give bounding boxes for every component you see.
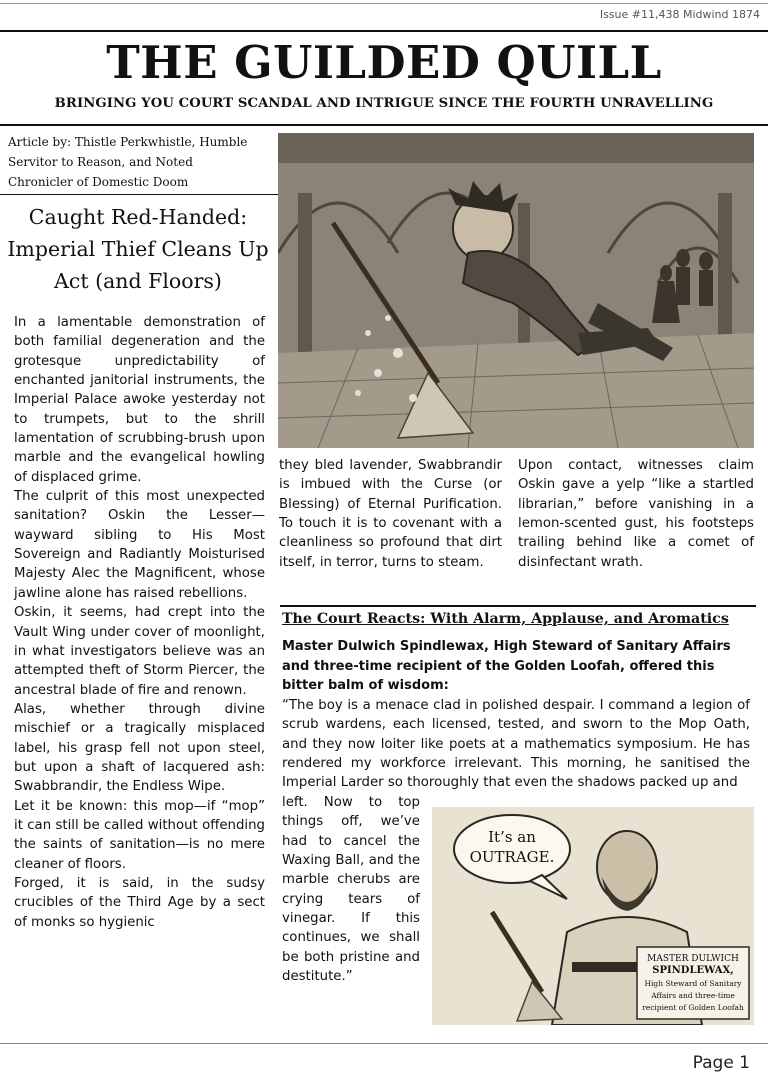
paragraph: “The boy is a menace clad in polished despair. I command a legion of scrub wardens, each licensed, tested, and sworn to the Mop Oath, and they now loiter like poets at a mathematics symposium. He has rendered my workforce irrelevant. This morning, he sanitised the Imperial Larder so thoroughly that even the shadows packed up and <box>282 698 750 791</box>
bubble-line-2: OUTRAGE. <box>469 848 555 866</box>
paragraph: Forged, it is said, in the sudsy crucibles of the Third Age by a sect of monks so hygienic <box>14 875 265 930</box>
page-number: Page 1 <box>692 1053 750 1073</box>
caption-line-2: SPINDLEWAX, <box>652 965 734 976</box>
paragraph: In a lamentable demonstration of both familial degeneration and the grotesque unpredictability of enchanted janitorial instruments, the Imperial Palace awoke yesterday not to trumpets, but to the shrill lamentation of scrubbing-brush upon marble and the evangelical howling of displaced grime. <box>14 315 265 485</box>
tagline-rule <box>0 124 768 126</box>
bubble-line-1: It’s an <box>488 828 536 846</box>
paragraph: Alas, whether through divine mischief or a tragically misplaced label, his grasp fell not upon steel, but upon a shaft of lacquered ash: Swabbrandir, the Endless Wipe. <box>14 701 265 795</box>
headline-line: Act (and Floors) <box>54 269 222 293</box>
thief-mopping-illustration <box>278 133 754 448</box>
quote-rest <box>282 793 420 986</box>
steward-portrait <box>432 807 754 1025</box>
masthead-rule <box>0 30 768 32</box>
byline-line: Servitor to Reason, and Noted <box>8 155 193 169</box>
section-rule <box>280 605 756 607</box>
caption-line-1: MASTER DULWICH <box>647 954 739 964</box>
byline-line: Chronicler of Domestic Doom <box>8 175 189 189</box>
byline <box>8 132 273 192</box>
headline-line: Imperial Thief Cleans Up <box>7 237 269 261</box>
article-column-2 <box>279 456 502 572</box>
paragraph: Upon contact, witnesses claim Oskin gave a yelp “like a startled librarian,” before vanishing in a lemon-scented gust, his footsteps trailing behind like a comet of disinfectant wrath. <box>518 458 754 570</box>
byline-line: Article by: Thistle Perkwhistle, Humble <box>8 135 248 149</box>
section-heading: The Court Reacts: With Alarm, Applause, and Aromatics <box>282 611 729 627</box>
paragraph: Oskin, it seems, had crept into the Vault Wing under cover of moonlight, in what investigators believe was an attempted theft of Storm Piercer, the ancestral blade of fire and renown. <box>14 605 265 698</box>
caption-line-3: High Steward of Sanitary <box>644 979 742 988</box>
quote-top <box>282 696 750 793</box>
footer-rule <box>0 1043 768 1044</box>
portrait-art <box>432 807 754 1025</box>
masthead-title: THE GUILDED QUILL <box>106 36 662 89</box>
illustration-art <box>278 133 754 448</box>
caption-line-4: Affairs and three-time <box>651 991 735 1000</box>
issue-info: Issue #11,438 Midwind 1874 <box>599 8 760 21</box>
paragraph: they bled lavender, Swabbrandir is imbued with the Curse (or Blessing) of Eternal Purification. To touch it is to covenant with a cleanliness so profound that dirt itself, in terror, turns to steam. <box>279 458 502 570</box>
top-rule <box>0 3 768 4</box>
section-intro: Master Dulwich Spindlewax, High Steward of Sanitary Affairs and three-time recipient of the Golden Loofah, offered this bitter balm of wisdom: <box>282 639 731 693</box>
caption-line-5: recipient of Golden Loofah <box>642 1003 744 1012</box>
headline-line: Caught Red-Handed: <box>28 205 248 229</box>
article-column-1 <box>14 313 265 932</box>
article-headline <box>2 201 274 297</box>
paragraph: left. Now to top things off, we’ve had to cancel the Waxing Ball, and the marble cherubs are crying tears of vinegar. If this continues, we shall be both pristine and destitute.” <box>282 795 420 985</box>
masthead-tagline: BRINGING YOU COURT SCANDAL AND INTRIGUE SINCE THE FOURTH UNRAVELLING <box>54 96 714 111</box>
paragraph: Let it be known: this mop—if “mop” it can still be called without offending the saints of sanitation—is no mere cleaner of floors. <box>14 798 265 872</box>
article-column-3 <box>518 456 754 572</box>
paragraph: The culprit of this most unexpected sanitation? Oskin the Lesser—wayward sibling to His Most Sovereign and Radiantly Moisturised Majesty Alec the Magnificent, whose jawline alone has raised rebellions. <box>14 489 265 601</box>
byline-rule <box>0 194 278 195</box>
